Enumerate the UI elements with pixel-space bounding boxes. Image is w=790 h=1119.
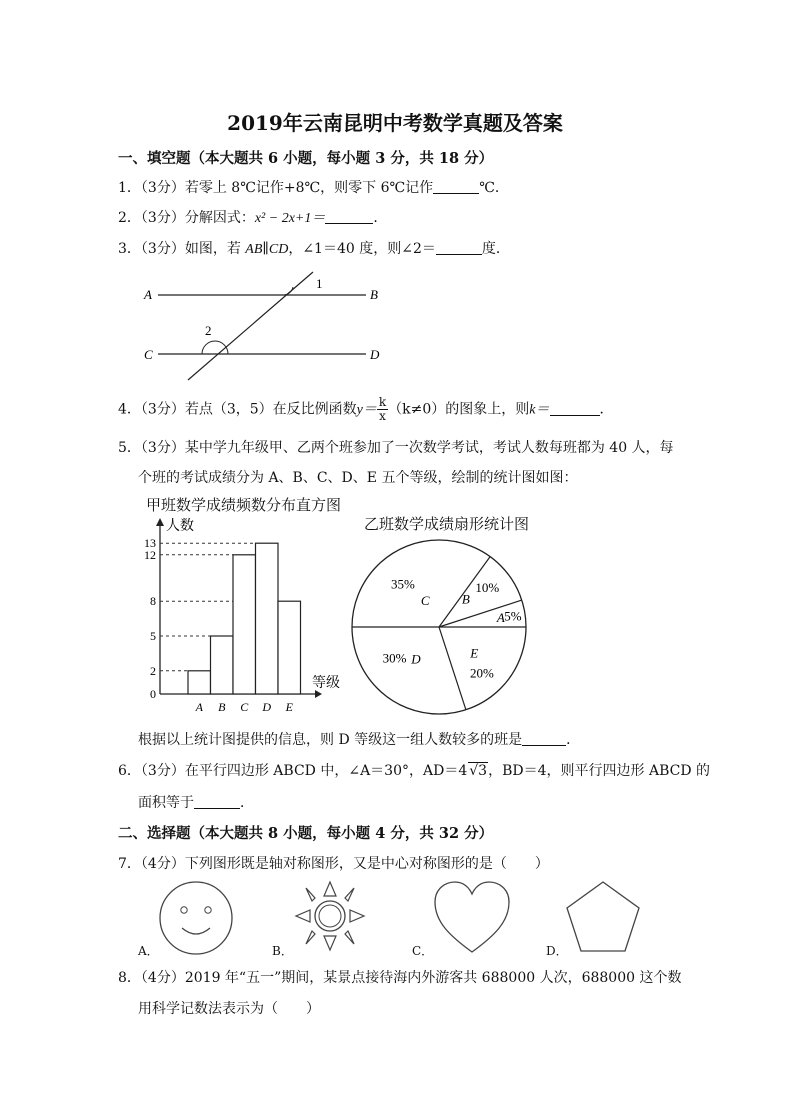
sqrt-value: 3 [478,763,488,779]
sun-icon[interactable] [292,878,368,956]
section-heading-multiple-choice: 二、选择题（本大题共 8 小题，每小题 4 分，共 32 分） [118,825,494,842]
parallel-symbol: ∥ [262,241,269,257]
question-points: （3分） [140,401,185,418]
question-text: 某中学九年级甲、乙两个班参加了一次数学考试，考试人数每班都为 40 人，每 [184,440,674,456]
angle-2-arc [202,341,228,354]
answer-blank[interactable] [194,794,240,809]
question-text-end: ． [373,210,388,226]
question-2 [118,207,387,227]
question-4 [118,396,614,423]
y-axis-arrow [156,518,164,526]
option-c[interactable]: C． [412,944,434,958]
angle-label-1: 1 [316,276,323,291]
fraction-k-over-x [377,396,388,423]
question-number: 4． [118,401,141,418]
question-number: 8． [118,970,141,986]
question-text: 若零上 8℃记作+8℃，则零下 6℃记作 [184,180,434,196]
x-axis-label: 等级 [312,676,340,691]
fraction-numerator: k [378,395,387,409]
question-points: （3分） [140,210,185,226]
question-points: （3分） [140,440,185,456]
question-text: 根据以上统计图提供的信息，则 D 等级这一组人数较多的班是 [138,732,523,748]
y-tick-label: 5 [150,629,156,643]
bar-d [256,543,279,694]
question-points: （3分） [140,180,185,196]
pie-chart [344,536,544,720]
slice-label-e: E [470,645,479,661]
bar-e [278,601,301,694]
question-points: （3分） [140,763,185,779]
question-condition: （k≠0）的图象上，则 [388,401,530,418]
question-7 [118,853,549,873]
question-text-end: 度． [481,241,510,257]
question-1 [118,177,509,197]
bar-c [233,555,256,694]
question-6-line-2 [138,792,254,812]
fraction-denominator: x [379,409,386,423]
pie-chart-title: 乙班数学成绩扇形统计图 [364,515,530,533]
question-text: 如图，若 [184,241,241,257]
question-text-mid: ，∠1＝40 度，则∠2＝ [288,241,436,257]
point-label-d: D [370,347,380,362]
histogram-title: 甲班数学成绩频数分布直方图 [146,496,342,514]
slice-label-d: D [411,651,421,667]
bar-b [211,636,234,694]
question-3 [118,238,510,258]
option-d[interactable]: D． [546,944,568,958]
point-label-c: C [144,347,153,362]
pentagon-icon[interactable] [564,880,642,954]
x-tick-label: D [262,700,272,714]
answer-blank[interactable] [436,240,482,255]
question-text: 分解因式： [184,210,255,226]
y-tick-label: 12 [144,547,156,562]
answer-blank[interactable] [550,401,600,416]
question-text-cont: ，BD＝4，则平行四边形 ABCD 的 [488,763,711,779]
slice-percent-e: 20% [469,665,494,681]
slice-label-c: C [420,592,430,608]
angle-label-2: 2 [205,323,212,338]
segment-cd: CD [268,242,289,257]
question-number: 2． [118,210,141,226]
question-text: 2019 年“五一”期间，某景点接待海内外游客共 688000 人次，688000 这个数 [184,970,682,986]
answer-blank[interactable] [433,179,479,194]
math-expression: x² − 2x+1＝ [254,211,326,226]
question-text: 面积等于 [138,795,194,811]
heart-icon[interactable] [432,880,512,956]
question-points: （4分） [140,970,185,986]
y-axis-label: 人数 [166,519,194,534]
slice-label-b: B [461,591,470,607]
section-heading-fill-in: 一、填空题（本大题共 6 小题，每小题 3 分，共 18 分） [118,150,494,167]
smiley-face-icon[interactable] [158,880,234,956]
point-label-b: B [370,287,378,302]
parallel-lines-figure [130,268,390,384]
segment-ab: AB [245,242,263,257]
question-text: 在平行四边形 ABCD 中，∠A＝30°，AD＝4 [184,763,468,779]
page-title: 2019年云南昆明中考数学真题及答案 [227,111,563,135]
question-text-end: ． [240,795,254,811]
question-number: 1． [118,180,141,196]
question-text-end: ℃． [479,180,509,196]
slice-percent-a: 5% [504,608,522,624]
x-axis-arrow [315,690,322,698]
point-label-a: A [144,287,152,302]
question-6-line-1 [118,760,710,780]
question-number: 7． [118,856,141,872]
question-points: （3分） [140,241,185,257]
question-text: 若点（3，5）在反比例函数 [184,401,357,418]
slice-percent-b: 10% [475,580,500,596]
bar-a [188,671,211,694]
slice-percent-d: 30% [382,650,407,666]
question-text-end: ． [599,401,614,418]
question-5-line-1 [118,437,674,457]
answer-blank[interactable] [325,209,373,224]
x-tick-label: E [285,700,293,714]
question-number: 5． [118,440,141,456]
question-text-end: ． [566,732,581,748]
question-5-followup [138,729,580,749]
y-tick-label: 8 [150,594,156,609]
question-8-line-2: 用科学记数法表示为（ ） [138,1001,320,1017]
slice-label-a: A [496,610,505,626]
x-tick-label: C [240,700,249,714]
sqrt-3: √3 [469,763,488,779]
question-8-line-1 [118,967,681,987]
question-text: 下列图形既是轴对称图形，又是中心对称图形的是（ ） [184,856,549,872]
option-b[interactable]: B． [272,944,293,958]
angle-1-arc [284,287,293,295]
y-tick-label: 13 [144,536,156,551]
function-y-eq: y＝ [356,402,377,418]
y-tick-label: 0 [150,687,156,701]
k-eq: k＝ [529,402,550,418]
slice-percent-c: 35% [391,576,415,592]
question-points: （4分） [140,856,185,872]
y-tick-label: 2 [150,663,156,678]
option-a[interactable]: A． [138,944,159,958]
question-number: 6． [118,763,141,779]
question-5-line-2: 个班的考试成绩分为 A、B、C、D、E 五个等级，绘制的统计图如图： [138,470,578,486]
question-number: 3． [118,241,141,257]
answer-blank[interactable] [522,731,566,746]
x-tick-label: A [195,700,203,714]
x-tick-label: B [218,700,226,714]
histogram-chart [130,514,360,719]
